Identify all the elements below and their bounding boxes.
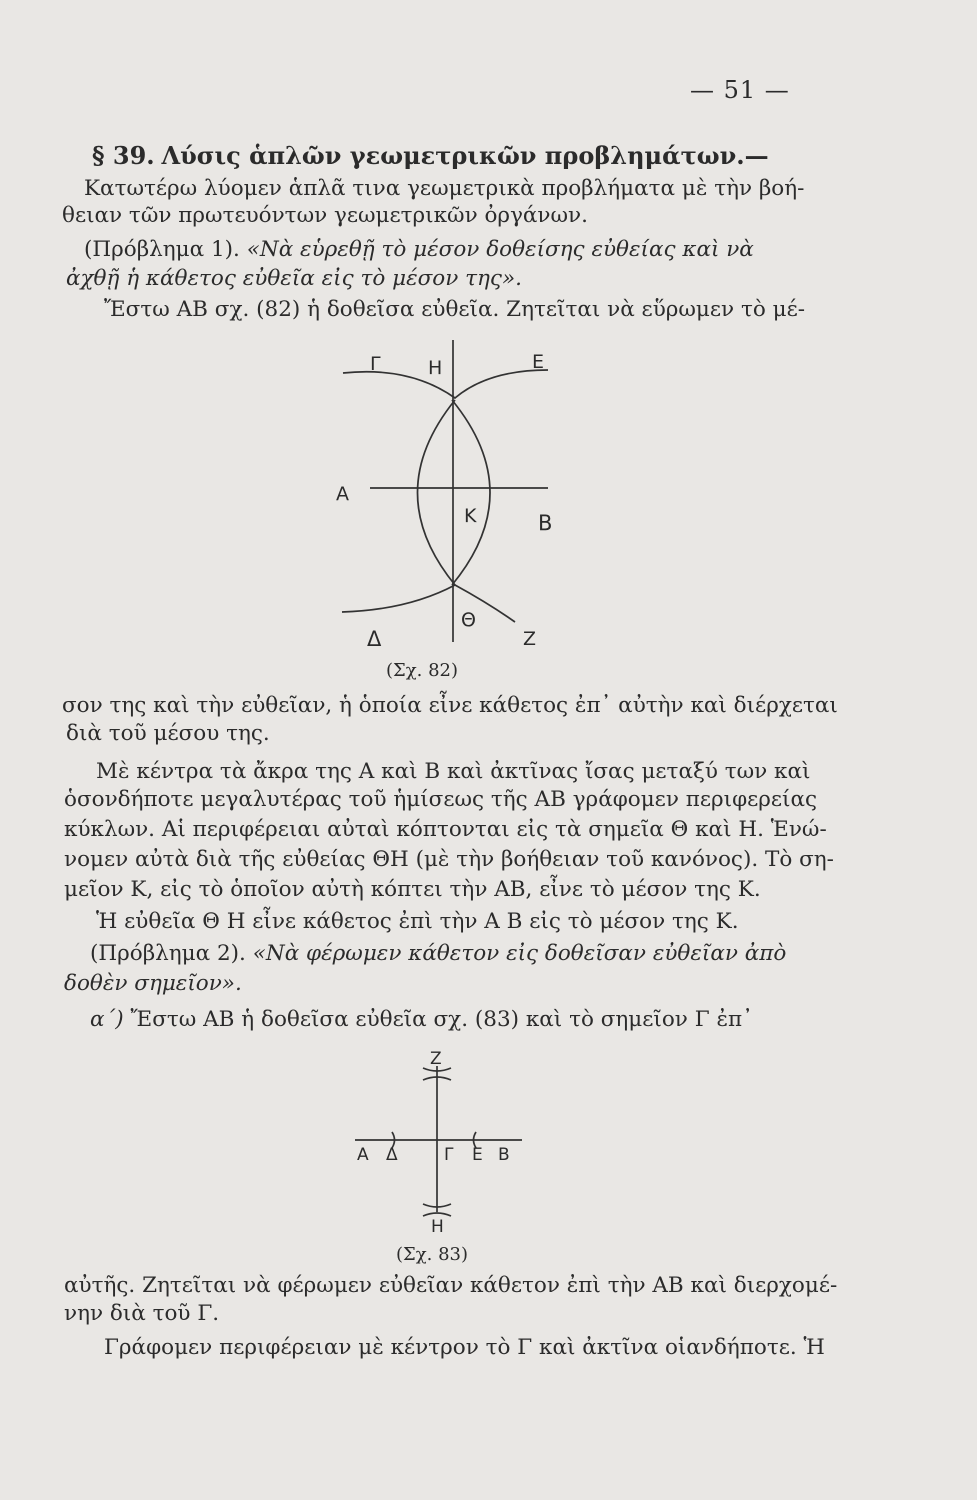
arc-bottom <box>342 585 515 622</box>
fig82-label-th: Θ <box>461 609 476 631</box>
section-number: § 39. <box>92 141 155 170</box>
fig82-label-h: Η <box>428 357 443 379</box>
problem2-label: (Πρόβλημα 2). <box>90 941 246 966</box>
text-line: Μὲ κέντρα τὰ ἄκρα της Α καὶ Β καὶ ἀκτῖνας ἴσας μεταξύ των καὶ <box>96 759 811 784</box>
text-line: Ἡ εὐθεῖα Θ Η εἶνε κάθετος ἐπὶ τὴν Α Β εἰς τὸ μέσον της Κ. <box>96 909 739 934</box>
text-line: Ἔστω ΑΒ ἡ δοθεῖσα εὐθεῖα σχ. (83) καὶ τὸ σημεῖον Γ ἐπ᾿ <box>130 1007 753 1032</box>
arc-h-2 <box>423 1213 451 1216</box>
problem1-statement: «Νὰ εὑρεθῇ τὸ μέσον δοθείσης εὐθείας καὶ νὰ <box>246 237 754 262</box>
problem2-case <box>90 1006 753 1033</box>
figure-83 <box>355 1066 522 1216</box>
text-line: Ἔστω ΑΒ σχ. (82) ἡ δοθεῖσα εὐθεῖα. Ζητεῖται νὰ εὕρωμεν τὸ μέ- <box>104 297 805 322</box>
arc-right <box>452 400 490 585</box>
text-line: αὐτῆς. Ζητεῖται νὰ φέρωμεν εὐθεῖαν κάθετον ἐπὶ τὴν ΑΒ καὶ διερχομέ- <box>64 1273 838 1298</box>
fig82-label-e: Ε <box>532 351 545 373</box>
problem2-statement: δοθὲν σημεῖον». <box>64 971 242 996</box>
fig82-label-a: Α <box>336 483 349 505</box>
fig83-label-e: Ε <box>472 1145 483 1165</box>
fig82-label-b: Β <box>538 511 553 535</box>
text-line: νομεν αὐτὰ διὰ τῆς εὐθείας ΘΗ (μὲ τὴν βοήθειαν τοῦ κανόνος). Τὸ ση- <box>64 847 834 872</box>
figure82-caption: (Σχ. 82) <box>386 660 459 681</box>
text-line: μεῖον Κ, εἰς τὸ ὁποῖον αὐτὴ κόπτει τὴν ΑΒ, εἶνε τὸ μέσον της Κ. <box>64 877 761 902</box>
fig83-label-z: Ζ <box>430 1049 442 1069</box>
fig82-label-z: Ζ <box>523 628 537 650</box>
text-line: Γράφομεν περιφέρειαν μὲ κέντρον τὸ Γ καὶ ἀκτῖνα οἱανδήποτε. Ἡ <box>104 1335 825 1360</box>
fig83-label-b: Β <box>498 1145 510 1165</box>
fig82-label-k: Κ <box>464 505 477 527</box>
problem2-heading <box>90 940 786 967</box>
problem2-statement: «Νὰ φέρωμεν κάθετον εἰς δοθεῖσαν εὐθεῖαν ἀπὸ <box>252 941 787 966</box>
fig82-label-d: Δ <box>367 627 382 651</box>
text-line: νην διὰ τοῦ Γ. <box>64 1301 220 1326</box>
arc-left <box>418 400 456 585</box>
fig82-label-g: Γ <box>370 353 381 375</box>
text-line: κύκλων. Αἱ περιφέρειαι αὐταὶ κόπτονται εἰς τὰ σημεῖα Θ καὶ Η. Ἑνώ- <box>64 817 827 842</box>
text-line: σον της καὶ τὴν εὐθεῖαν, ἡ ὁποία εἶνε κάθετος ἐπ᾿ αὐτὴν καὶ διέρχεται <box>62 693 838 718</box>
text-line: Κατωτέρω λύομεν ἁπλᾶ τινα γεωμετρικὰ προβλήματα μὲ τὴν βοή- <box>84 176 805 201</box>
problem1-label: (Πρόβλημα 1). <box>84 237 240 262</box>
fig83-label-a: Α <box>357 1145 369 1165</box>
fig83-label-g: Γ <box>444 1145 454 1165</box>
text-line: διὰ τοῦ μέσου της. <box>66 721 270 746</box>
text-line: θειαν τῶν πρωτευόντων γεωμετρικῶν ὀργάνων. <box>62 203 588 228</box>
fig83-label-d: Δ <box>386 1145 398 1165</box>
problem1-statement: ἀχθῇ ἡ κάθετος εὐθεῖα εἰς τὸ μέσον της». <box>66 266 522 291</box>
page-number: — 51 — <box>690 76 790 104</box>
fig83-label-h: Η <box>431 1217 444 1237</box>
case-label: α΄) <box>90 1007 124 1032</box>
section-title: Λύσις ἁπλῶν γεωμετρικῶν προβλημάτων.— <box>161 141 769 170</box>
text-line: ὁσονδήποτε μεγαλυτέρας τοῦ ἡμίσεως τῆς ΑΒ γράφομεν περιφερείας <box>64 787 818 812</box>
figure83-caption: (Σχ. 83) <box>396 1244 469 1265</box>
